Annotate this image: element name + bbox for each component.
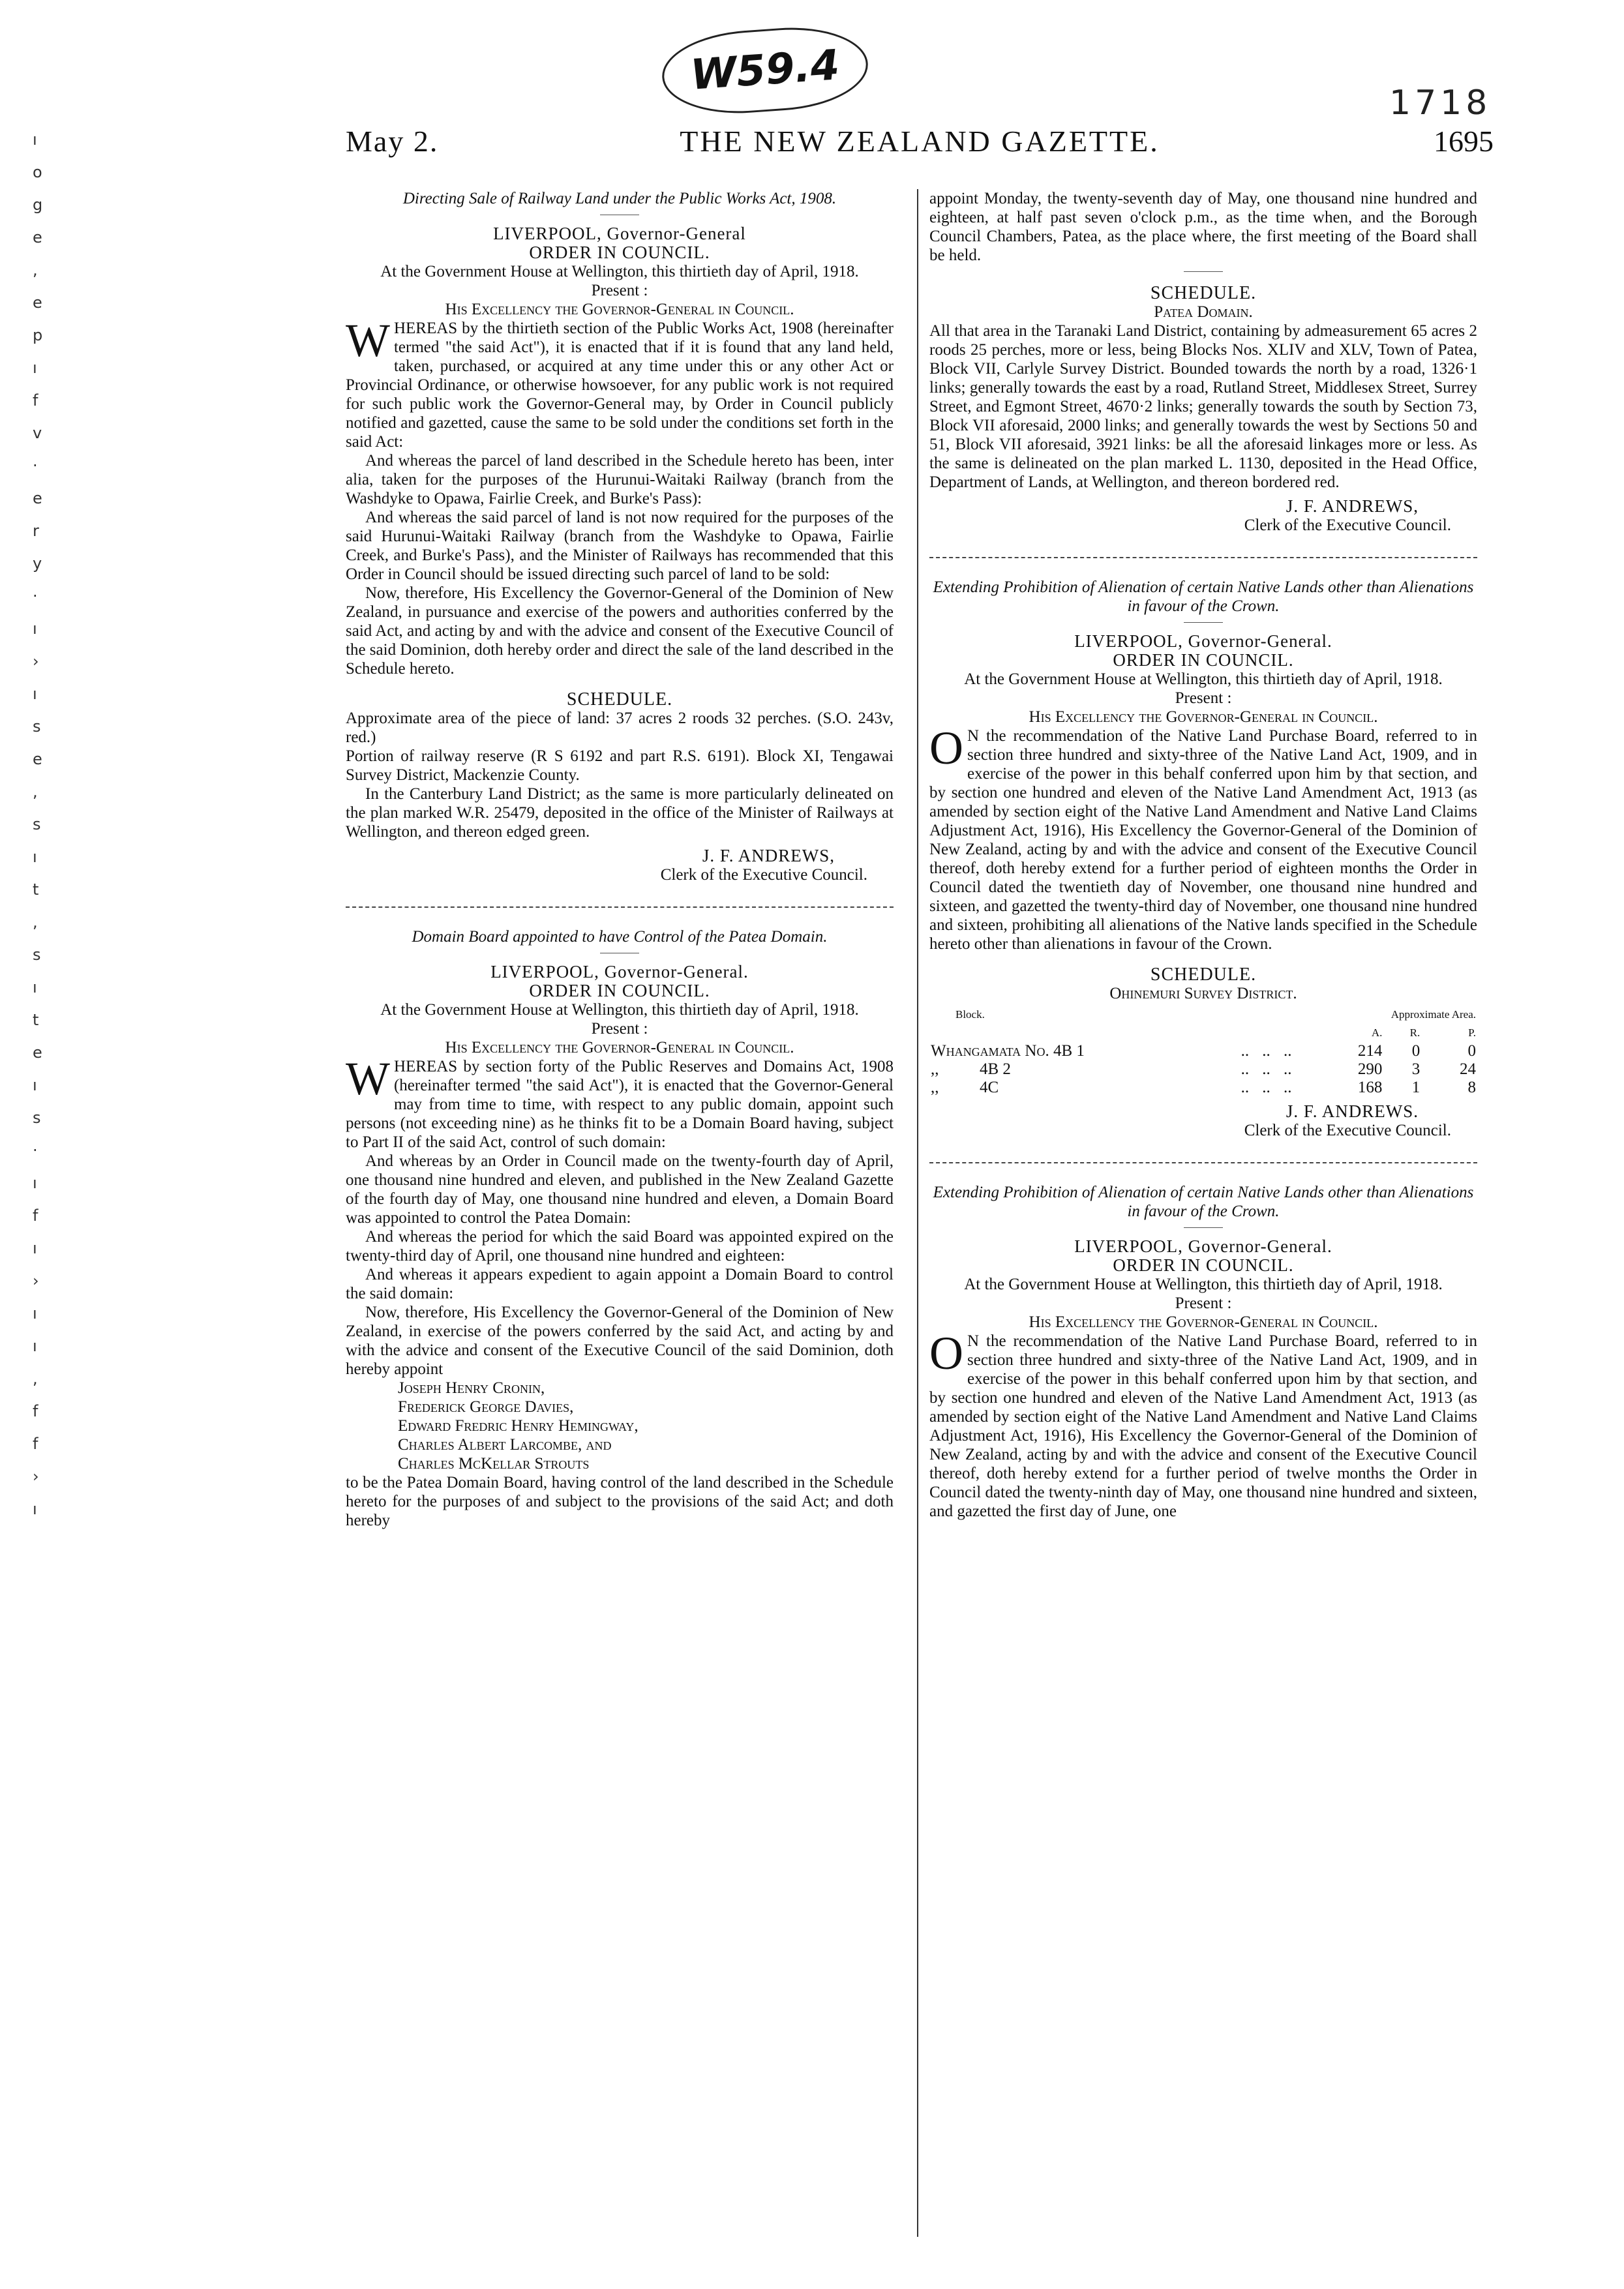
paragraph xyxy=(346,1053,894,1152)
schedule-heading: SCHEDULE. xyxy=(1150,283,1257,303)
margin-mark: ı xyxy=(33,359,37,377)
governor-line: LIVERPOOL, Governor-General. xyxy=(490,962,749,981)
appointee-name: Charles McKellar Strouts xyxy=(398,1455,590,1473)
present-label: Present : xyxy=(591,282,648,299)
margin-mark: ı xyxy=(33,978,37,996)
header-page-number: 1695 xyxy=(1434,125,1494,158)
signer-title: Clerk of the Executive Council. xyxy=(1244,516,1451,534)
paragraph: appoint Monday, the twenty-seventh day of May, one thousand nine hundred and eighteen, at half past seven o'clock p.m., as the time when, and the Borough Council Chambers, Patea, as the place where, the first meeting of the Board shall be held. xyxy=(929,190,1477,264)
margin-mark: e xyxy=(33,750,42,768)
right-column xyxy=(929,189,1477,1521)
roods: 0 xyxy=(1411,1042,1421,1060)
margin-mark: ı xyxy=(33,1174,37,1192)
margin-mark: e xyxy=(33,1043,42,1062)
council-line: His Excellency the Governor-General in Council. xyxy=(445,301,794,318)
appointee-name: Edward Fredric Henry Hemingway, xyxy=(398,1417,639,1435)
paragraph: to be the Patea Domain Board, having control of the land described in the Schedule hereto for the purposes of and subject to the provisions of the said Act; and doth hereby xyxy=(346,1474,894,1529)
paragraph xyxy=(929,722,1477,953)
order-heading: ORDER IN COUNCIL. xyxy=(1113,1255,1294,1275)
paragraph: And whereas the period for which the said Board was appointed expired on the twenty-third day of April, one thousand nine hundred and eighteen: xyxy=(346,1228,894,1264)
section-separator xyxy=(346,906,894,908)
council-line: His Excellency the Governor-General in Council. xyxy=(445,1039,794,1056)
column-header-block: Block. xyxy=(955,1008,985,1021)
paragraph-text: N the recommendation of the Native Land Purchase Board, referred to in section three hundred and sixty-three of the Native Land Act, 1909, and in exercise of the power in this behalf conferred upon him by that section, and by section one hundred and eleven of the Native Land Amendment Act, 1913 (as amended by section eight of the Native Land Amendment and Native Land Claims Adjustment Act, 1916), His Excellency the Governor-General of the Dominion of New Zealand, acting by and with the advice and consent of the Executive Council thereof, doth hereby extend for a further period of twelve months the Order in Council dated the twenty-ninth day of May, one thousand nine hundred and sixteen, and gazetted the first day of June, one xyxy=(929,1332,1477,1520)
paragraph-text: HEREAS by section forty of the Public Reserves and Domains Act, 1908 (hereinafter termed "the said Act"), it is enacted that the Governor-General may from time to time, with respect to any public domain, appoint such persons (not exceeding nine) as he thinks fit to be a Domain Board having, subject to Part II of the said Act, control of such domain: xyxy=(346,1058,894,1151)
margin-mark: t xyxy=(33,880,39,899)
signer-name: J. F. ANDREWS. xyxy=(1286,1101,1419,1121)
paragraph: Now, therefore, His Excellency the Governor-General of the Dominion of New Zealand, in pursuance and exercise of the powers and authorities conferred by the said Act, and acting by and with the advice and consent of the Executive Council of the said Dominion, doth hereby order and direct the sale of the land described in the Schedule hereto. xyxy=(346,584,894,678)
appointee-name: Joseph Henry Cronin, xyxy=(398,1379,545,1397)
unit-label: R. xyxy=(1409,1026,1421,1039)
margin-mark: f xyxy=(33,1435,38,1453)
paragraph-text: HEREAS by the thirtieth section of the Public Works Act, 1908 (hereinafter termed "the said Act"), it is enacted that if it is found that any land held, taken, purchased, or acquired at any time under this or any other Act or Provincial Ordinance, or otherwise howsoever, for any public work is not required for such public work the Governor-General may, by Order in Council publicly notified and gazetted, cause the same to be sold under the conditions set forth in the said Act: xyxy=(346,320,894,451)
margin-mark: ı xyxy=(33,685,37,703)
schedule-heading: SCHEDULE. xyxy=(1150,965,1257,985)
margin-mark: ı xyxy=(33,848,37,866)
place-date: At the Government House at Wellington, this thirtieth day of April, 1918. xyxy=(964,670,1443,688)
council-line: His Excellency the Governor-General in Council. xyxy=(1029,708,1378,726)
margin-mark: s xyxy=(33,946,41,964)
place-date: At the Government House at Wellington, this thirtieth day of April, 1918. xyxy=(380,1001,859,1019)
margin-marks xyxy=(33,130,72,1565)
survey-district: Ohinemuri Survey District. xyxy=(1109,985,1297,1002)
leader-dots: .. xyxy=(1262,1042,1271,1060)
section-separator xyxy=(929,1162,1477,1163)
order-heading: ORDER IN COUNCIL. xyxy=(529,981,710,1000)
table-row xyxy=(929,1060,1477,1079)
column-header-area: Approximate Area. xyxy=(1391,1008,1476,1021)
order-heading: ORDER IN COUNCIL. xyxy=(529,243,710,262)
margin-mark: · xyxy=(33,456,38,475)
stamp-text: W59.4 xyxy=(689,41,841,100)
paragraph xyxy=(929,1327,1477,1521)
signer-name: J. F. ANDREWS, xyxy=(1286,496,1419,516)
margin-mark: ı xyxy=(33,1304,37,1323)
column-divider xyxy=(917,189,918,2237)
signer-title: Clerk of the Executive Council. xyxy=(660,866,867,884)
table-header-row xyxy=(929,1006,1477,1024)
margin-mark: · xyxy=(33,587,38,605)
paragraph xyxy=(346,314,894,451)
paragraph-text: N the recommendation of the Native Land Purchase Board, referred to in section three hundred and sixty-three of the Native Land Act, 1909, and in exercise of the power in this behalf conferred upon him by that section, and by section one hundred and eleven of the Native Land Amendment Act, 1913 (as amended by section eight of the Native Land Amendment and Native Land Claims Adjustment Act, 1916), His Excellency the Governor-General of the Dominion of New Zealand, acting by and with the advice and consent of the Executive Council thereof, doth hereby extend for a further period of eighteen months the Order in Council dated the twentieth day of November, one thousand nine hundred and sixteen, and gazetted the twenty-third day of November, one thousand nine hundred and sixteen, prohibiting all alienations of the Native lands specified in the Schedule hereto other than alienations in favour of the Crown. xyxy=(929,727,1477,953)
margin-mark: e xyxy=(33,293,42,312)
perches: 24 xyxy=(1460,1060,1476,1078)
notice-native-lands-prohibition-1 xyxy=(929,578,1477,1140)
drop-cap: W xyxy=(346,314,390,367)
margin-mark: o xyxy=(33,163,42,181)
rule xyxy=(1184,1227,1223,1228)
roods: 3 xyxy=(1411,1060,1421,1078)
paragraph: And whereas it appears expedient to again appoint a Domain Board to control the said domain: xyxy=(346,1266,894,1302)
acres: 214 xyxy=(1357,1042,1383,1060)
schedule-text: Approximate area of the piece of land: 37 acres 2 roods 32 perches. (S.O. 243v, red.) xyxy=(346,710,894,746)
margin-mark: s xyxy=(33,1109,41,1127)
leader-dots: .. xyxy=(1241,1042,1250,1060)
unit-label: P. xyxy=(1468,1026,1476,1039)
margin-mark: ı xyxy=(33,1076,37,1094)
paragraph: Now, therefore, His Excellency the Governor-General of the Dominion of New Zealand, in exercise of the powers conferred by the said Act, and acting by and with the advice and consent of the Executive Council of the said Dominion, doth hereby appoint xyxy=(346,1304,894,1378)
drop-cap: O xyxy=(929,1327,963,1379)
appointee-name: Charles Albert Larcombe, and xyxy=(398,1436,612,1454)
notice-railway-land-sale xyxy=(346,189,894,884)
notice-caption: Extending Prohibition of Alienation of certain Native Lands other than Alienations in favour of the Crown. xyxy=(933,1184,1474,1220)
block-table xyxy=(929,1006,1477,1097)
margin-mark: · xyxy=(33,1141,38,1159)
order-heading: ORDER IN COUNCIL. xyxy=(1113,650,1294,670)
leader-dots: .. xyxy=(1241,1060,1250,1078)
governor-line: LIVERPOOL, Governor-General. xyxy=(1074,631,1332,651)
margin-mark: , xyxy=(33,783,38,801)
perches: 0 xyxy=(1467,1042,1476,1060)
margin-mark: , xyxy=(33,1369,38,1388)
margin-mark: e xyxy=(33,489,42,507)
rule xyxy=(1184,271,1223,272)
margin-mark: r xyxy=(33,522,39,540)
leader-dots: .. xyxy=(1241,1079,1250,1096)
table-row xyxy=(929,1079,1477,1097)
place-date: At the Government House at Wellington, this thirtieth day of April, 1918. xyxy=(964,1276,1443,1293)
table-row xyxy=(929,1042,1477,1060)
leader-dots: .. xyxy=(1284,1060,1292,1078)
margin-mark: v xyxy=(33,424,42,442)
drop-cap: O xyxy=(929,722,963,774)
margin-mark: t xyxy=(33,1011,39,1029)
governor-line: LIVERPOOL, Governor-General. xyxy=(1074,1236,1332,1256)
schedule-text: In the Canterbury Land District; as the same is more particularly delineated on the plan marked W.R. 25479, deposited in the office of the Minister of Railways at Wellington, and thereon edged green. xyxy=(346,785,894,841)
schedule-text: Portion of railway reserve (R S 6192 and part R.S. 6191). Block XI, Tengawai Survey District, Mackenzie County. xyxy=(346,747,894,784)
appointee-list xyxy=(346,1379,894,1473)
acres: 168 xyxy=(1357,1079,1383,1096)
left-column xyxy=(346,189,894,1530)
roods: 1 xyxy=(1411,1079,1421,1096)
notice-native-lands-prohibition-2 xyxy=(929,1183,1477,1521)
header-date: May 2. xyxy=(346,125,439,158)
schedule-heading: SCHEDULE. xyxy=(566,689,673,710)
table-units-row xyxy=(929,1024,1477,1042)
present-label: Present : xyxy=(1175,689,1232,707)
margin-mark: f xyxy=(33,1402,38,1420)
margin-mark: g xyxy=(33,196,43,214)
margin-mark: , xyxy=(33,913,38,931)
unit-label: A. xyxy=(1371,1026,1383,1039)
margin-mark: ı xyxy=(33,1239,37,1257)
signer-title: Clerk of the Executive Council. xyxy=(1244,1122,1451,1139)
governor-line: LIVERPOOL, Governor-General xyxy=(493,224,746,243)
council-line: His Excellency the Governor-General in Council. xyxy=(1029,1313,1378,1331)
margin-mark: f xyxy=(33,391,38,410)
present-label: Present : xyxy=(591,1020,648,1038)
leader-dots: .. xyxy=(1262,1079,1271,1096)
block-name: ,, 4C xyxy=(931,1079,999,1096)
notice-caption: Directing Sale of Railway Land under the Public Works Act, 1908. xyxy=(402,190,837,207)
margin-mark: › xyxy=(33,652,39,670)
margin-mark: p xyxy=(33,326,43,344)
margin-mark: e xyxy=(33,228,42,247)
schedule-text: All that area in the Taranaki Land District, containing by admeasurement 65 acres 2 roods 25 perches, more or less, being Blocks Nos. XLIV and XLV, Town of Patea, Block VII, Carlyle Survey District. Bounded towards the north by a road, 1326·1 links; generally towards the east by a road, Rutland Street, Middlesex Street, Surrey Street, and Egmont Street, 4670·2 links; generally towards the south by Section 73, Block VII aforesaid, 2000 links; and generally towards the west by Sections 50 and 51, Block VII aforesaid, 3921 links: be all the aforesaid linkages more or less. As the same is delineated on the plan marked L. 1130, deposited in the Head Office, Department of Lands, at Wellington, and thereon bordered red. xyxy=(929,322,1477,491)
schedule-subheading: Patea Domain. xyxy=(1154,303,1253,321)
paragraph: And whereas the parcel of land described in the Schedule hereto has been, inter alia, taken for the purposes of the Hurunui-Waitaki Railway (branch from the Washdyke to Opawa, Fairlie Creek, and Burke's Pass): xyxy=(346,452,894,507)
paragraph: And whereas by an Order in Council made on the twenty-fourth day of April, one thousand nine hundred and eleven, and published in the New Zealand Gazette of the fourth day of May, one thousand nine hundred and eleven, a Domain Board was appointed to control the Patea Domain: xyxy=(346,1152,894,1227)
leader-dots: .. xyxy=(1262,1060,1271,1078)
leader-dots: .. xyxy=(1284,1042,1292,1060)
signer-name: J. F. ANDREWS, xyxy=(702,846,835,865)
margin-mark: y xyxy=(33,554,42,573)
drop-cap: W xyxy=(346,1053,390,1105)
margin-mark: ı xyxy=(33,1500,37,1518)
acres: 290 xyxy=(1357,1060,1383,1078)
place-date: At the Government House at Wellington, this thirtieth day of April, 1918. xyxy=(380,263,859,280)
notice-caption: Extending Prohibition of Alienation of certain Native Lands other than Alienations in favour of the Crown. xyxy=(933,578,1474,615)
margin-mark: , xyxy=(33,261,38,279)
margin-mark: ı xyxy=(33,620,37,638)
header-title: THE NEW ZEALAND GAZETTE. xyxy=(680,125,1160,158)
margin-mark: s xyxy=(33,815,41,833)
leader-dots: .. xyxy=(1284,1079,1292,1096)
present-label: Present : xyxy=(1175,1294,1232,1312)
margin-mark: › xyxy=(33,1272,39,1290)
handwritten-number: 1718 xyxy=(1389,83,1492,123)
margin-mark: ı xyxy=(33,1337,37,1355)
block-name: Whangamata No. 4B 1 xyxy=(931,1042,1085,1060)
block-name: ,, 4B 2 xyxy=(931,1060,1011,1078)
margin-mark: › xyxy=(33,1467,39,1486)
notice-patea-domain-board xyxy=(346,927,894,1530)
appointee-name: Frederick George Davies, xyxy=(398,1398,574,1416)
perches: 8 xyxy=(1467,1079,1476,1096)
section-separator xyxy=(929,557,1477,558)
rule xyxy=(1184,622,1223,623)
page-header xyxy=(346,124,1494,163)
notice-caption: Domain Board appointed to have Control of the Patea Domain. xyxy=(412,928,828,946)
margin-mark: ı xyxy=(33,130,37,149)
margin-mark: s xyxy=(33,717,41,736)
paragraph: And whereas the said parcel of land is not now required for the purposes of the said Hurunui-Waitaki Railway (branch from the Washdyke to Opawa, Fairlie Creek, and Burke's Pass), and the Minister of Railways has recommended that this Order in Council should be issued directing such parcel of land to be sold: xyxy=(346,509,894,583)
margin-mark: f xyxy=(33,1206,38,1225)
archive-stamp xyxy=(659,22,871,119)
